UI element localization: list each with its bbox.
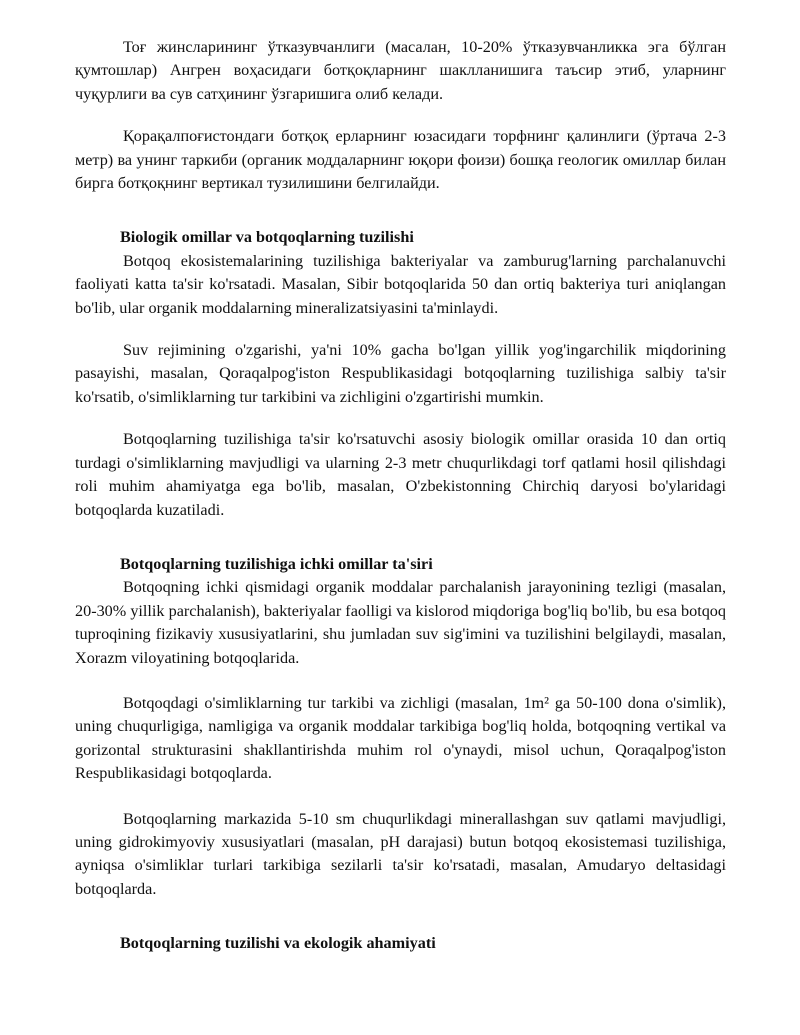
paragraph-bacteria-fungi: Botqoq ekosistemalarining tuzilishiga bakteriyalar va zamburug'larning parchalanuvchi faoliyati katta ta'sir ko'rsatadi. Masalan, Sibir botqoqlarida 50 dan ortiq bakteriya turi aniqlangan bo'lib, ular organik moddalarning mineralizatsiyasini ta'minlaydi.: [75, 251, 726, 317]
heading-biological-factors: Biologik omillar va botqoqlarning tuzilishi: [120, 228, 414, 247]
paragraph-plant-density: Botqoqdagi o'simliklarning tur tarkibi va zichligi (masalan, 1m² ga 50-100 dona o'simlik), uning chuqurligiga, namligiga va organik moddalar tarkibiga bog'liq holda, botqoqning vertikal va gorizontal strukturasini shakllantirishda muhim rol o'ynaydi, misol uchun, Qoraqalpog'iston Respublikasidagi botqoqlarda.: [75, 693, 726, 783]
paragraph-organic-decomposition: Botqoqning ichki qismidagi organik moddalar parchalanish jarayonining tezligi (masalan, 20-30% yillik parchalanish), bakteriyalar faolligi va kislorod miqdoriga bog'liq bo'lib, bu esa botqoq tuproqining fizikaviy xususiyatlarini, shu jumladan suv sig'imini va tuzilishini belgilaydi, masalan, Xorazm viloyatining botqoqlarida.: [75, 578, 726, 667]
paragraph-rock-permeability: Тоғ жинсларининг ўтказувчанлиги (масалан, 10-20% ўтказувчанликка эга бўлган қумтошлар) Ангрен воҳасидаги ботқоқларнинг шаклланишига таъсир этиб, уларнинг чуқурлиги ва сув сатҳининг ўзгаришига олиб келади.: [75, 38, 726, 103]
paragraph-plant-species: Botqoqlarning tuzilishiga ta'sir ko'rsatuvchi asosiy biologik omillar orasida 10 dan ortiq turdagi o'simliklarning mavjudligi va ularning 2-3 metr chuqurlikdagi torf qatlami hosil qilishdagi roli muhim ahamiyatga ega bo'lib, masalan, O'zbekistonning Chirchiq daryosi bo'ylaridagi botqoqlarda kuzatiladi.: [75, 430, 726, 519]
paragraph-peat-thickness: Қорақалпоғистондаги ботқоқ ерларнинг юзасидаги торфнинг қалинлиги (ўртача 2-3 метр) ва унинг таркиби (органик моддаларнинг юқори фоизи) бошқа геологик омиллар билан бирга ботқоқнинг вертикал тузилишини белгилайди.: [75, 127, 726, 193]
paragraph-mineral-water-layer: Botqoqlarning markazida 5-10 sm chuqurlikdagi minerallashgan suv qatlami mavjudligi, uning gidrokimyoviy xususiyatlari (masalan, pH darajasi) butun botqoq ekosistemasi tuzilishiga, ayniqsa o'simliklar turlari tarkibiga sezilarli ta'sir ko'rsatadi, masalan, Amudaryo deltasidagi botqoqlarda.: [75, 809, 726, 898]
paragraph-water-regime: Suv rejimining o'zgarishi, ya'ni 10% gacha bo'lgan yillik yog'ingarchilik miqdorining pasayishi, masalan, Qoraqalpog'iston Respublikasidagi botqoqlarning tuzilishiga salbiy ta'sir ko'rsatib, o'simliklarning tur tarkibini va zichligini o'zgartirishi mumkin.: [75, 341, 726, 406]
heading-internal-factors: Botqoqlarning tuzilishiga ichki omillar ta'siri: [120, 554, 433, 573]
heading-ecological-significance: Botqoqlarning tuzilishi va ekologik ahamiyati: [120, 934, 436, 953]
document-page: [75, 36, 726, 956]
